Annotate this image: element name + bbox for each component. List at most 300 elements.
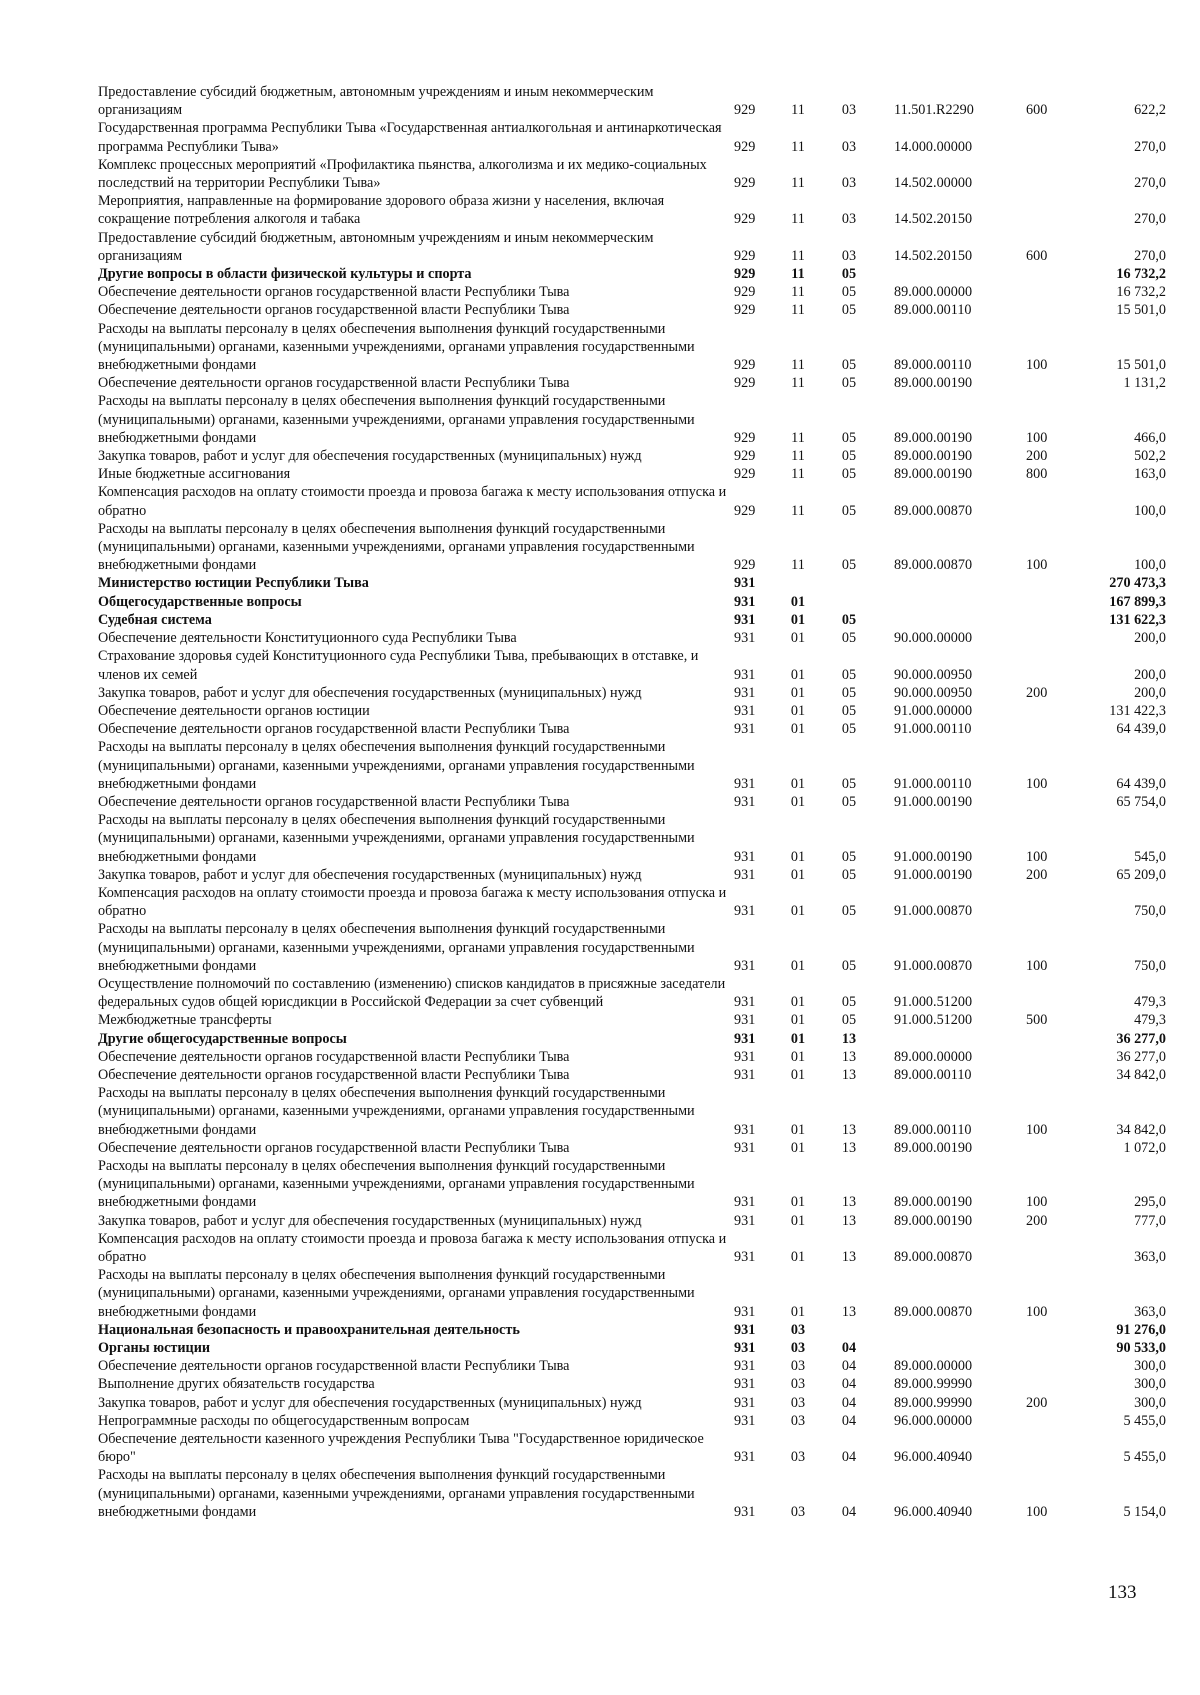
row-section-code: 11 — [791, 247, 805, 264]
row-ministry-code: 931 — [734, 957, 756, 974]
row-name: Расходы на выплаты персоналу в целях обеспечения выполнения функций государственными (муниципальными) органами, казенными учреждениями, органами управления государственными внебюджетными фондами — [98, 393, 695, 446]
row-target-article — [874, 593, 1026, 611]
row-subsection-code: 13 — [841, 1048, 857, 1065]
table-row — [98, 1321, 1166, 1339]
table-row — [98, 811, 1166, 866]
row-name: Судебная система — [98, 611, 212, 628]
row-target-article: 91.000.00870 — [894, 957, 973, 974]
row-section-code: 01 — [790, 1212, 806, 1229]
row-name: Закупка товаров, работ и услуг для обеспечения государственных (муниципальных) нужд — [98, 1394, 642, 1411]
row-amount: 479,3 — [1134, 1012, 1166, 1029]
row-amount: 36 277,0 — [1116, 1030, 1166, 1047]
row-amount: 270,0 — [1134, 247, 1166, 264]
row-subsection-code: 13 — [841, 1139, 857, 1156]
row-expense-type — [1026, 1048, 1068, 1066]
row-subsection-code: 05 — [841, 903, 857, 920]
row-expense-type — [1026, 574, 1068, 592]
row-subsection-code: 05 — [841, 957, 857, 974]
row-name: Компенсация расходов на оплату стоимости проезда и провоза багажа к месту использования отпуска и обратно — [98, 1230, 727, 1265]
row-section-code: 11 — [791, 429, 805, 446]
row-subsection-code: 05 — [841, 630, 857, 647]
row-section-code: 03 — [790, 1394, 806, 1411]
row-amount: 545,0 — [1134, 848, 1166, 865]
row-subsection-code: 04 — [841, 1412, 857, 1429]
row-expense-type: 500 — [1026, 1012, 1048, 1029]
row-target-article: 91.000.00190 — [894, 793, 973, 810]
table-row — [98, 1375, 1166, 1393]
row-amount: 300,0 — [1134, 1376, 1166, 1393]
row-subsection-code: 13 — [841, 1194, 857, 1211]
table-row — [98, 647, 1166, 683]
table-row — [98, 83, 1166, 119]
row-amount: 270,0 — [1134, 138, 1166, 155]
row-target-article — [874, 1321, 1026, 1339]
page-number: 133 — [1108, 1582, 1137, 1603]
row-name: Непрограммные расходы по общегосударственным вопросам — [98, 1412, 470, 1429]
row-ministry-code: 929 — [734, 502, 756, 519]
row-name: Осуществление полномочий по составлению (изменению) списков кандидатов в присяжные заседатели федеральных судов общей юрисдикции в Российской Федерации за счет субвенций — [98, 975, 726, 1011]
table-row — [98, 1030, 1166, 1048]
row-amount: 1 131,2 — [1123, 375, 1166, 392]
row-ministry-code: 931 — [734, 1139, 756, 1156]
row-subsection-code: 05 — [841, 684, 857, 701]
row-name: Органы юстиции — [98, 1340, 211, 1357]
row-ministry-code: 931 — [734, 994, 756, 1011]
table-row — [98, 920, 1166, 975]
row-target-article: 91.000.51200 — [894, 994, 973, 1011]
row-subsection-code: 05 — [841, 448, 857, 465]
row-ministry-code: 929 — [734, 138, 756, 155]
row-target-article: 89.000.00000 — [894, 1358, 973, 1375]
row-ministry-code: 929 — [734, 357, 756, 374]
row-section-code — [772, 574, 824, 592]
row-section-code: 11 — [791, 302, 805, 319]
row-subsection-code: 04 — [841, 1358, 857, 1375]
row-subsection-code: 04 — [841, 1394, 857, 1411]
row-amount: 15 501,0 — [1116, 302, 1166, 319]
row-section-code: 01 — [790, 1030, 806, 1047]
row-amount: 167 899,3 — [1109, 593, 1166, 610]
row-expense-type: 800 — [1026, 466, 1048, 483]
row-subsection-code: 05 — [841, 284, 857, 301]
row-name: Национальная безопасность и правоохранительная деятельность — [98, 1321, 520, 1338]
row-ministry-code: 929 — [734, 429, 756, 446]
row-ministry-code: 931 — [734, 848, 756, 865]
row-name: Обеспечение деятельности органов государственной власти Республики Тыва — [98, 375, 570, 392]
row-ministry-code: 931 — [734, 1012, 756, 1029]
table-row — [98, 1430, 1166, 1466]
row-name: Комплекс процессных мероприятий «Профилактика пьянства, алкоголизма и их медико-социальных последствий на территории Республики Тыва» — [98, 156, 707, 192]
row-subsection-code: 13 — [841, 1066, 857, 1083]
row-expense-type: 100 — [1026, 957, 1048, 974]
row-ministry-code: 931 — [734, 1212, 756, 1229]
row-section-code: 01 — [790, 775, 806, 792]
row-amount: 5 455,0 — [1123, 1449, 1166, 1466]
row-target-article: 89.000.00190 — [894, 1212, 973, 1229]
row-section-code: 01 — [790, 593, 806, 610]
row-section-code: 03 — [790, 1412, 806, 1429]
row-target-article: 89.000.00870 — [894, 1249, 973, 1265]
row-target-article: 89.000.00190 — [894, 448, 973, 465]
row-amount: 363,0 — [1134, 1249, 1166, 1265]
row-subsection-code: 05 — [841, 429, 857, 446]
table-row — [98, 1357, 1166, 1375]
row-name: Обеспечение деятельности Конституционного суда Республики Тыва — [98, 630, 517, 647]
row-ministry-code: 931 — [734, 1376, 756, 1393]
row-name: Предоставление субсидий бюджетным, автономным учреждениям и иным некоммерческим организациям — [98, 84, 654, 119]
table-row — [98, 1048, 1166, 1066]
row-subsection-code: 05 — [841, 1012, 857, 1029]
row-target-article: 91.000.00190 — [894, 866, 973, 883]
row-amount: 270,0 — [1134, 175, 1166, 192]
row-section-code: 01 — [790, 666, 806, 683]
row-name: Расходы на выплаты персоналу в целях обеспечения выполнения функций государственными (муниципальными) органами, казенными учреждениями, органами управления государственными внебюджетными фондами — [98, 739, 695, 792]
table-row — [98, 192, 1166, 228]
row-section-code: 11 — [791, 266, 805, 283]
row-ministry-code: 931 — [734, 702, 756, 719]
row-name: Расходы на выплаты персоналу в целях обеспечения выполнения функций государственными (муниципальными) органами, казенными учреждениями, органами управления государственными внебюджетными фондами — [98, 1085, 695, 1138]
row-ministry-code: 931 — [734, 903, 756, 920]
row-amount: 622,2 — [1134, 102, 1166, 119]
row-ministry-code: 931 — [734, 1249, 756, 1265]
row-expense-type — [1026, 702, 1068, 720]
row-expense-type — [1026, 647, 1068, 683]
row-section-code: 11 — [791, 557, 805, 574]
row-amount: 270 473,3 — [1109, 575, 1166, 592]
row-name: Закупка товаров, работ и услуг для обеспечения государственных (муниципальных) нужд — [98, 866, 642, 883]
table-row — [98, 684, 1166, 702]
row-expense-type — [1026, 793, 1068, 811]
budget-table-body — [98, 83, 1166, 1521]
row-section-code: 01 — [790, 1012, 806, 1029]
row-expense-type — [1026, 1066, 1068, 1084]
row-expense-type — [1026, 1139, 1068, 1157]
row-section-code: 01 — [790, 1303, 806, 1320]
row-ministry-code: 931 — [734, 1121, 756, 1138]
row-name: Расходы на выплаты персоналу в целях обеспечения выполнения функций государственными (муниципальными) органами, казенными учреждениями, органами управления государственными внебюджетными фондами — [98, 1267, 695, 1320]
table-row — [98, 574, 1166, 592]
row-expense-type — [1026, 1230, 1068, 1266]
row-amount: 466,0 — [1134, 429, 1166, 446]
row-expense-type: 100 — [1026, 1194, 1048, 1211]
row-target-article: 89.000.00110 — [894, 357, 972, 374]
row-name: Выполнение других обязательств государства — [98, 1376, 375, 1393]
row-target-article: 89.000.00190 — [894, 1194, 973, 1211]
row-subsection-code: 04 — [841, 1340, 857, 1357]
row-expense-type: 100 — [1026, 1121, 1048, 1138]
row-amount: 131 422,3 — [1109, 702, 1166, 719]
row-amount: 479,3 — [1134, 994, 1166, 1011]
row-subsection-code: 03 — [841, 102, 857, 119]
table-row — [98, 975, 1166, 1011]
row-section-code: 03 — [790, 1358, 806, 1375]
row-expense-type — [1026, 374, 1068, 392]
row-section-code: 01 — [790, 1139, 806, 1156]
row-ministry-code: 931 — [734, 1303, 756, 1320]
row-amount: 90 533,0 — [1116, 1340, 1166, 1357]
row-target-article: 91.000.00870 — [894, 903, 973, 920]
row-ministry-code: 931 — [734, 721, 756, 738]
row-section-code: 11 — [791, 175, 805, 192]
row-amount: 200,0 — [1134, 630, 1166, 647]
table-row — [98, 1466, 1166, 1521]
table-row — [98, 866, 1166, 884]
row-expense-type — [1026, 301, 1068, 319]
row-ministry-code: 929 — [734, 266, 756, 283]
table-row — [98, 629, 1166, 647]
row-target-article: 89.000.00190 — [894, 466, 973, 483]
row-expense-type — [1026, 1375, 1068, 1393]
row-section-code: 01 — [790, 1194, 806, 1211]
row-ministry-code: 929 — [734, 466, 756, 483]
row-ministry-code: 931 — [734, 611, 756, 628]
row-name: Закупка товаров, работ и услуг для обеспечения государственных (муниципальных) нужд — [98, 1212, 642, 1229]
row-amount: 1 072,0 — [1123, 1139, 1166, 1156]
table-row — [98, 229, 1166, 265]
row-expense-type: 100 — [1026, 1503, 1048, 1520]
row-section-code: 03 — [790, 1321, 806, 1338]
row-expense-type — [1026, 611, 1068, 629]
table-row — [98, 119, 1166, 155]
row-ministry-code: 929 — [734, 557, 756, 574]
table-row — [98, 447, 1166, 465]
row-subsection-code: 05 — [841, 848, 857, 865]
row-target-article: 14.502.00000 — [894, 175, 973, 192]
row-subsection-code: 03 — [841, 138, 857, 155]
row-subsection-code: 05 — [841, 721, 857, 738]
row-target-article: 96.000.40940 — [894, 1503, 973, 1520]
row-target-article: 96.000.00000 — [894, 1412, 973, 1429]
row-target-article — [874, 1030, 1026, 1048]
row-section-code: 11 — [791, 448, 805, 465]
row-name: Мероприятия, направленные на формирование здорового образа жизни у населения, включая сокращение потребления алкоголя и табака — [98, 193, 665, 228]
row-target-article — [874, 574, 1026, 592]
row-subsection-code: 04 — [841, 1449, 857, 1466]
row-name: Межбюджетные трансферты — [98, 1012, 272, 1029]
table-row — [98, 1412, 1166, 1430]
row-amount: 300,0 — [1134, 1358, 1166, 1375]
row-amount: 16 732,2 — [1116, 284, 1166, 301]
table-row — [98, 320, 1166, 375]
row-name: Расходы на выплаты персоналу в целях обеспечения выполнения функций государственными (муниципальными) органами, казенными учреждениями, органами управления государственными внебюджетными фондами — [98, 320, 695, 374]
row-section-code: 03 — [790, 1376, 806, 1393]
row-target-article: 14.502.20150 — [894, 211, 973, 228]
row-name: Обеспечение деятельности органов государственной власти Республики Тыва — [98, 1048, 570, 1065]
table-row — [98, 1139, 1166, 1157]
row-subsection-code: 05 — [841, 375, 857, 392]
row-section-code: 01 — [790, 1048, 806, 1065]
row-name: Страхование здоровья судей Конституционного суда Республики Тыва, пребывающих в отставке, и членов их семей — [98, 648, 699, 683]
row-ministry-code: 931 — [734, 1194, 756, 1211]
row-target-article: 89.000.00870 — [894, 1303, 973, 1320]
row-target-article: 89.000.00190 — [894, 1139, 973, 1156]
table-row — [98, 374, 1166, 392]
row-expense-type: 200 — [1026, 448, 1048, 465]
row-amount: 64 439,0 — [1116, 775, 1166, 792]
row-ministry-code: 931 — [734, 1358, 756, 1375]
row-name: Расходы на выплаты персоналу в целях обеспечения выполнения функций государственными (муниципальными) органами, казенными учреждениями, органами управления государственными внебюджетными фондами — [98, 520, 695, 574]
budget-document — [98, 83, 1166, 1521]
row-section-code: 01 — [790, 866, 806, 883]
row-target-article: 91.000.51200 — [894, 1012, 973, 1029]
row-name: Расходы на выплаты персоналу в целях обеспечения выполнения функций государственными (муниципальными) органами, казенными учреждениями, органами управления государственными внебюджетными фондами — [98, 812, 695, 865]
row-target-article: 91.000.00190 — [894, 848, 973, 865]
row-subsection-code: 05 — [841, 666, 857, 683]
row-expense-type — [1026, 593, 1068, 611]
row-subsection-code: 03 — [841, 211, 857, 228]
row-section-code: 01 — [790, 793, 806, 810]
row-target-article: 90.000.00950 — [894, 684, 973, 701]
row-subsection-code: 05 — [841, 557, 857, 574]
row-ministry-code: 929 — [734, 175, 756, 192]
row-amount: 65 209,0 — [1116, 866, 1166, 883]
row-section-code: 11 — [791, 138, 805, 155]
row-expense-type — [1026, 975, 1068, 1011]
row-ministry-code: 929 — [734, 302, 756, 319]
row-expense-type: 200 — [1026, 866, 1048, 883]
row-target-article — [874, 611, 1026, 629]
table-row — [98, 1394, 1166, 1412]
budget-table — [98, 83, 1166, 1521]
row-target-article: 91.000.00000 — [894, 702, 973, 719]
row-amount: 270,0 — [1134, 211, 1166, 228]
row-name: Обеспечение деятельности органов юстиции — [98, 702, 370, 719]
row-name: Обеспечение деятельности органов государственной власти Республики Тыва — [98, 1066, 570, 1083]
row-name: Обеспечение деятельности органов государственной власти Республики Тыва — [98, 1358, 570, 1375]
row-ministry-code: 931 — [734, 1503, 756, 1520]
row-name: Компенсация расходов на оплату стоимости проезда и провоза багажа к месту использования отпуска и обратно — [98, 484, 727, 519]
row-section-code: 01 — [790, 630, 806, 647]
row-amount: 750,0 — [1134, 957, 1166, 974]
row-subsection-code: 05 — [841, 994, 857, 1011]
row-target-article: 90.000.00000 — [894, 630, 973, 647]
row-section-code: 01 — [790, 1121, 806, 1138]
row-section-code: 11 — [791, 211, 805, 228]
row-section-code: 03 — [790, 1340, 806, 1357]
row-section-code: 01 — [790, 702, 806, 719]
row-section-code: 01 — [790, 1249, 806, 1265]
row-subsection-code: 13 — [841, 1030, 857, 1047]
row-expense-type: 600 — [1026, 247, 1048, 264]
row-ministry-code: 931 — [734, 1321, 756, 1338]
row-target-article: 90.000.00950 — [894, 666, 973, 683]
row-amount: 36 277,0 — [1116, 1048, 1166, 1065]
row-section-code: 11 — [791, 502, 805, 519]
row-name: Другие вопросы в области физической культуры и спорта — [98, 266, 472, 283]
row-name: Расходы на выплаты персоналу в целях обеспечения выполнения функций государственными (муниципальными) органами, казенными учреждениями, органами управления государственными внебюджетными фондами — [98, 1157, 695, 1211]
row-ministry-code: 931 — [734, 1030, 756, 1047]
row-target-article: 91.000.00110 — [894, 775, 972, 792]
row-name: Предоставление субсидий бюджетным, автономным учреждениям и иным некоммерческим организациям — [98, 229, 654, 264]
row-expense-type — [1026, 265, 1068, 283]
row-expense-type — [1026, 156, 1068, 192]
row-section-code: 01 — [790, 903, 806, 920]
row-amount: 34 842,0 — [1116, 1066, 1166, 1083]
row-subsection-code: 05 — [841, 266, 857, 283]
row-amount: 65 754,0 — [1116, 793, 1166, 810]
row-amount: 131 622,3 — [1109, 611, 1166, 628]
row-expense-type: 100 — [1026, 357, 1048, 374]
row-name: Обеспечение деятельности органов государственной власти Республики Тыва — [98, 302, 570, 319]
row-section-code: 01 — [790, 994, 806, 1011]
row-section-code: 01 — [790, 957, 806, 974]
row-expense-type: 100 — [1026, 557, 1048, 574]
row-amount: 502,2 — [1134, 448, 1166, 465]
row-name: Государственная программа Республики Тыва «Государственная антиалкогольная и антинаркотическая программа Республики Тыва» — [98, 120, 722, 155]
table-row — [98, 738, 1166, 793]
row-name: Другие общегосударственные вопросы — [98, 1030, 347, 1047]
row-amount: 16 732,2 — [1116, 266, 1166, 283]
row-name: Министерство юстиции Республики Тыва — [98, 575, 369, 592]
row-expense-type: 200 — [1026, 684, 1048, 701]
row-section-code: 01 — [790, 721, 806, 738]
row-subsection-code: 05 — [841, 466, 857, 483]
row-amount: 100,0 — [1134, 557, 1166, 574]
row-name: Иные бюджетные ассигнования — [98, 466, 291, 483]
table-row — [98, 465, 1166, 483]
row-target-article — [874, 1339, 1026, 1357]
row-expense-type — [1026, 1412, 1068, 1430]
table-row — [98, 392, 1166, 447]
row-name: Компенсация расходов на оплату стоимости проезда и провоза багажа к месту использования отпуска и обратно — [98, 884, 727, 920]
row-expense-type: 100 — [1026, 1303, 1048, 1320]
row-section-code: 11 — [791, 284, 805, 301]
row-name: Расходы на выплаты персоналу в целях обеспечения выполнения функций государственными (муниципальными) органами, казенными учреждениями, органами управления государственными внебюджетными фондами — [98, 921, 695, 974]
table-row — [98, 884, 1166, 920]
table-row — [98, 1011, 1166, 1029]
row-expense-type: 100 — [1026, 429, 1048, 446]
table-row — [98, 483, 1166, 519]
table-row — [98, 793, 1166, 811]
row-target-article: 89.000.00110 — [894, 1066, 972, 1083]
row-subsection-code — [824, 1321, 874, 1339]
row-expense-type — [1026, 1321, 1068, 1339]
row-name: Расходы на выплаты персоналу в целях обеспечения выполнения функций государственными (муниципальными) органами, казенными учреждениями, органами управления государственными внебюджетными фондами — [98, 1467, 695, 1520]
row-subsection-code: 13 — [841, 1121, 857, 1138]
row-subsection-code — [824, 574, 874, 592]
table-row — [98, 611, 1166, 629]
row-subsection-code: 13 — [841, 1212, 857, 1229]
row-target-article: 91.000.00110 — [894, 721, 972, 738]
row-name: Обеспечение деятельности органов государственной власти Республики Тыва — [98, 721, 570, 738]
row-target-article: 89.000.00870 — [894, 502, 973, 519]
row-amount: 163,0 — [1134, 466, 1166, 483]
row-name: Обеспечение деятельности органов государственной власти Республики Тыва — [98, 284, 570, 301]
row-expense-type — [1026, 1357, 1068, 1375]
row-name: Общегосударственные вопросы — [98, 593, 302, 610]
row-section-code: 11 — [791, 357, 805, 374]
row-amount: 15 501,0 — [1116, 357, 1166, 374]
row-name: Обеспечение деятельности органов государственной власти Республики Тыва — [98, 1139, 570, 1156]
row-section-code: 11 — [791, 466, 805, 483]
row-ministry-code: 929 — [734, 448, 756, 465]
row-section-code: 01 — [790, 1066, 806, 1083]
row-subsection-code: 05 — [841, 502, 857, 519]
row-expense-type — [1026, 629, 1068, 647]
row-ministry-code: 931 — [734, 575, 756, 592]
row-amount: 5 154,0 — [1123, 1503, 1166, 1520]
row-subsection-code: 05 — [841, 357, 857, 374]
row-subsection-code: 04 — [841, 1376, 857, 1393]
row-target-article — [874, 265, 1026, 283]
row-name: Обеспечение деятельности органов государственной власти Республики Тыва — [98, 793, 570, 810]
row-expense-type — [1026, 283, 1068, 301]
table-row — [98, 702, 1166, 720]
row-section-code: 03 — [790, 1503, 806, 1520]
row-amount: 363,0 — [1134, 1303, 1166, 1320]
row-subsection-code: 05 — [841, 611, 857, 628]
table-row — [98, 520, 1166, 575]
